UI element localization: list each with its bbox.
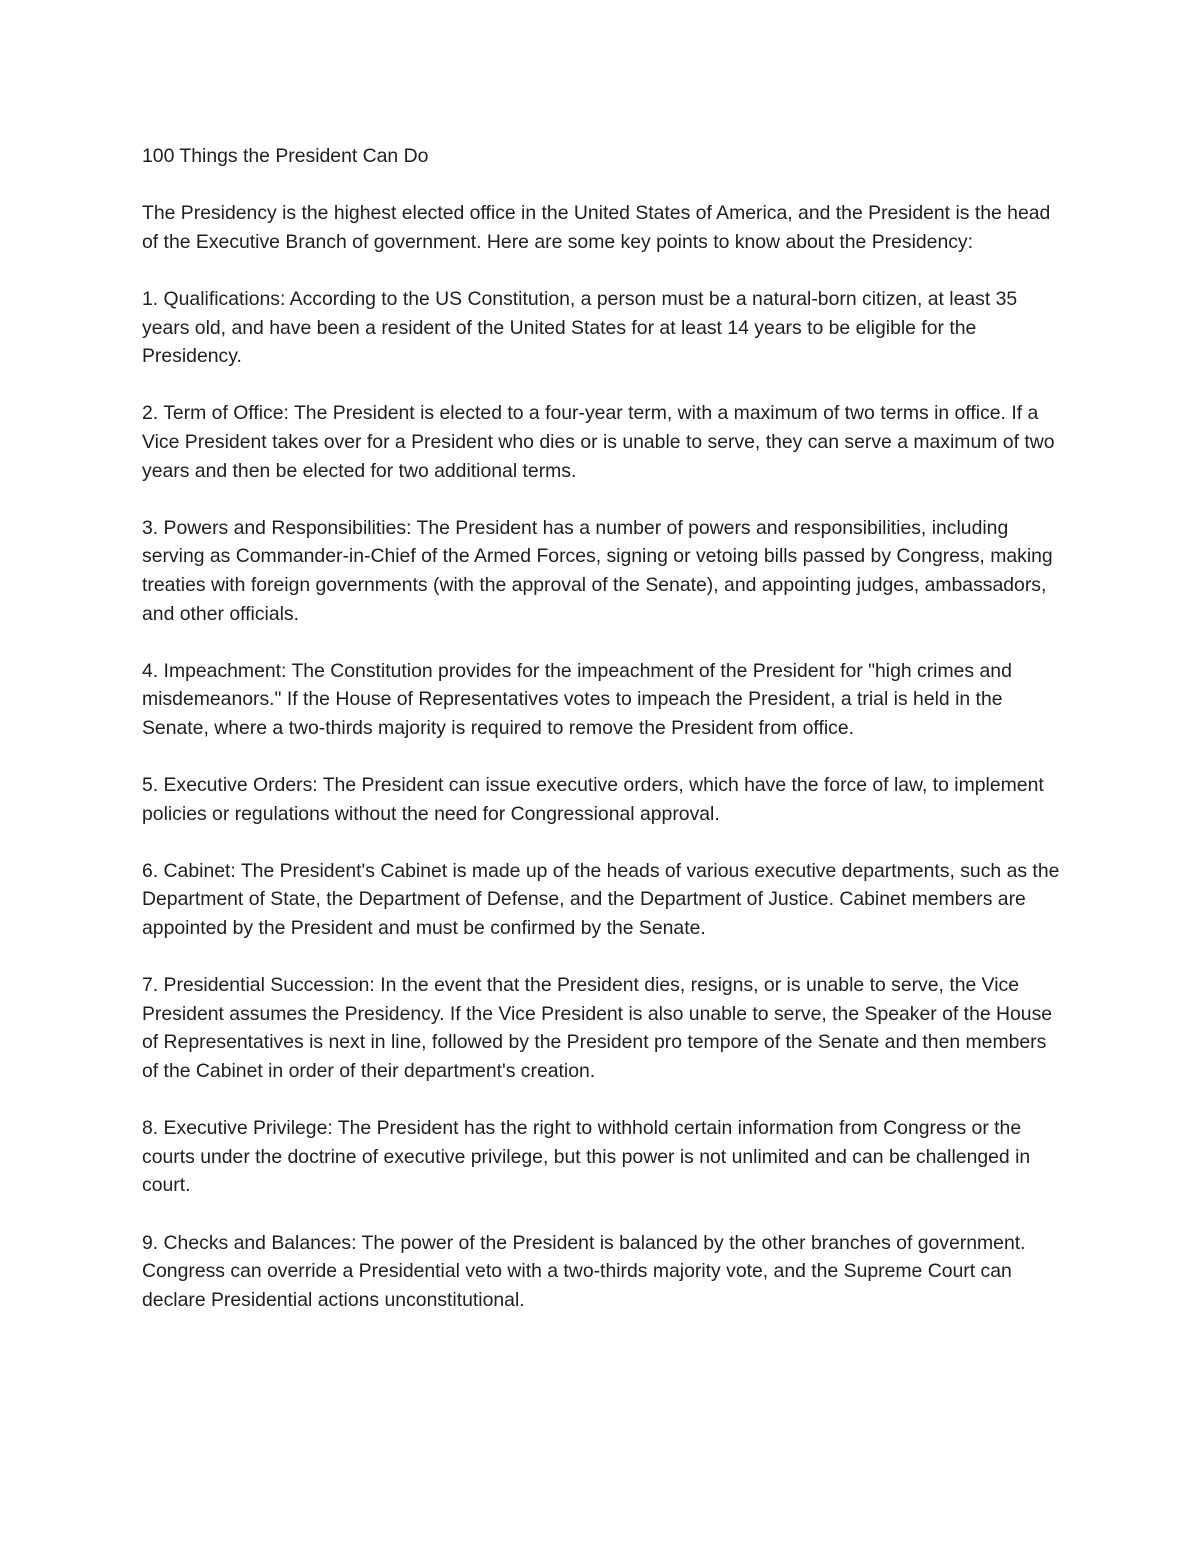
point-term-of-office: 2. Term of Office: The President is elected to a four-year term, with a maximum of two terms in office. If a Vice President takes over for a President who dies or is unable to serve, they can serve a maximum of two years and then be elected for two additional terms.: [142, 402, 1055, 482]
point-presidential-succession: 7. Presidential Succession: In the event that the President dies, resigns, or is unable to serve, the Vice President assumes the Presidency. If the Vice President is also unable to serve, the Speaker of the House of Representatives is next in line, followed by the President pro tempore of the Senate and then members of the Cabinet in order of their department's creation.: [142, 974, 1053, 1082]
point-executive-orders: 5. Executive Orders: The President can issue executive orders, which have the force of law, to implement policies or regulations without the need for Congressional approval.: [142, 774, 1044, 825]
point-qualifications: 1. Qualifications: According to the US Constitution, a person must be a natural-born citizen, at least 35 years old, and have been a resident of the United States for at least 14 years to be eligible for the Presidency.: [142, 287, 1018, 368]
point-impeachment: 4. Impeachment: The Constitution provides for the impeachment of the President for "high crimes and misdemeanors." If the House of Representatives votes to impeach the President, a trial is held in the Senate, where a two-thirds majority is required to remove the President from office.: [142, 659, 1012, 739]
point-executive-privilege: 8. Executive Privilege: The President has the right to withhold certain information from Congress or the courts under the doctrine of executive privilege, but this power is not unlimited and can be challenged in court.: [142, 1117, 1031, 1197]
point-powers-responsibilities: 3. Powers and Responsibilities: The President has a number of powers and responsibilities, including serving as Commander-in-Chief of the Armed Forces, signing or vetoing bills passed by Congress, making treaties with foreign governments (with the approval of the Senate), and appointing judges, ambassadors, and other officials.: [142, 516, 1053, 625]
point-checks-and-balances: 9. Checks and Balances: The power of the President is balanced by the other branches of government. Congress can override a Presidential veto with a two-thirds majority vote, and the Supreme Court can declare Presidential actions unconstitutional.: [142, 1231, 1026, 1311]
document-page: [142, 142, 1067, 1343]
point-cabinet: 6. Cabinet: The President's Cabinet is made up of the heads of various executive departments, such as the Department of State, the Department of Defense, and the Department of Justice. Cabinet members are appointed by the President and must be confirmed by the Senate.: [142, 859, 1060, 940]
intro-paragraph: The Presidency is the highest elected office in the United States of America, and the President is the head of the Executive Branch of government. Here are some key points to know about the Presidency:: [142, 202, 1051, 253]
document-title: 100 Things the President Can Do: [142, 145, 429, 167]
